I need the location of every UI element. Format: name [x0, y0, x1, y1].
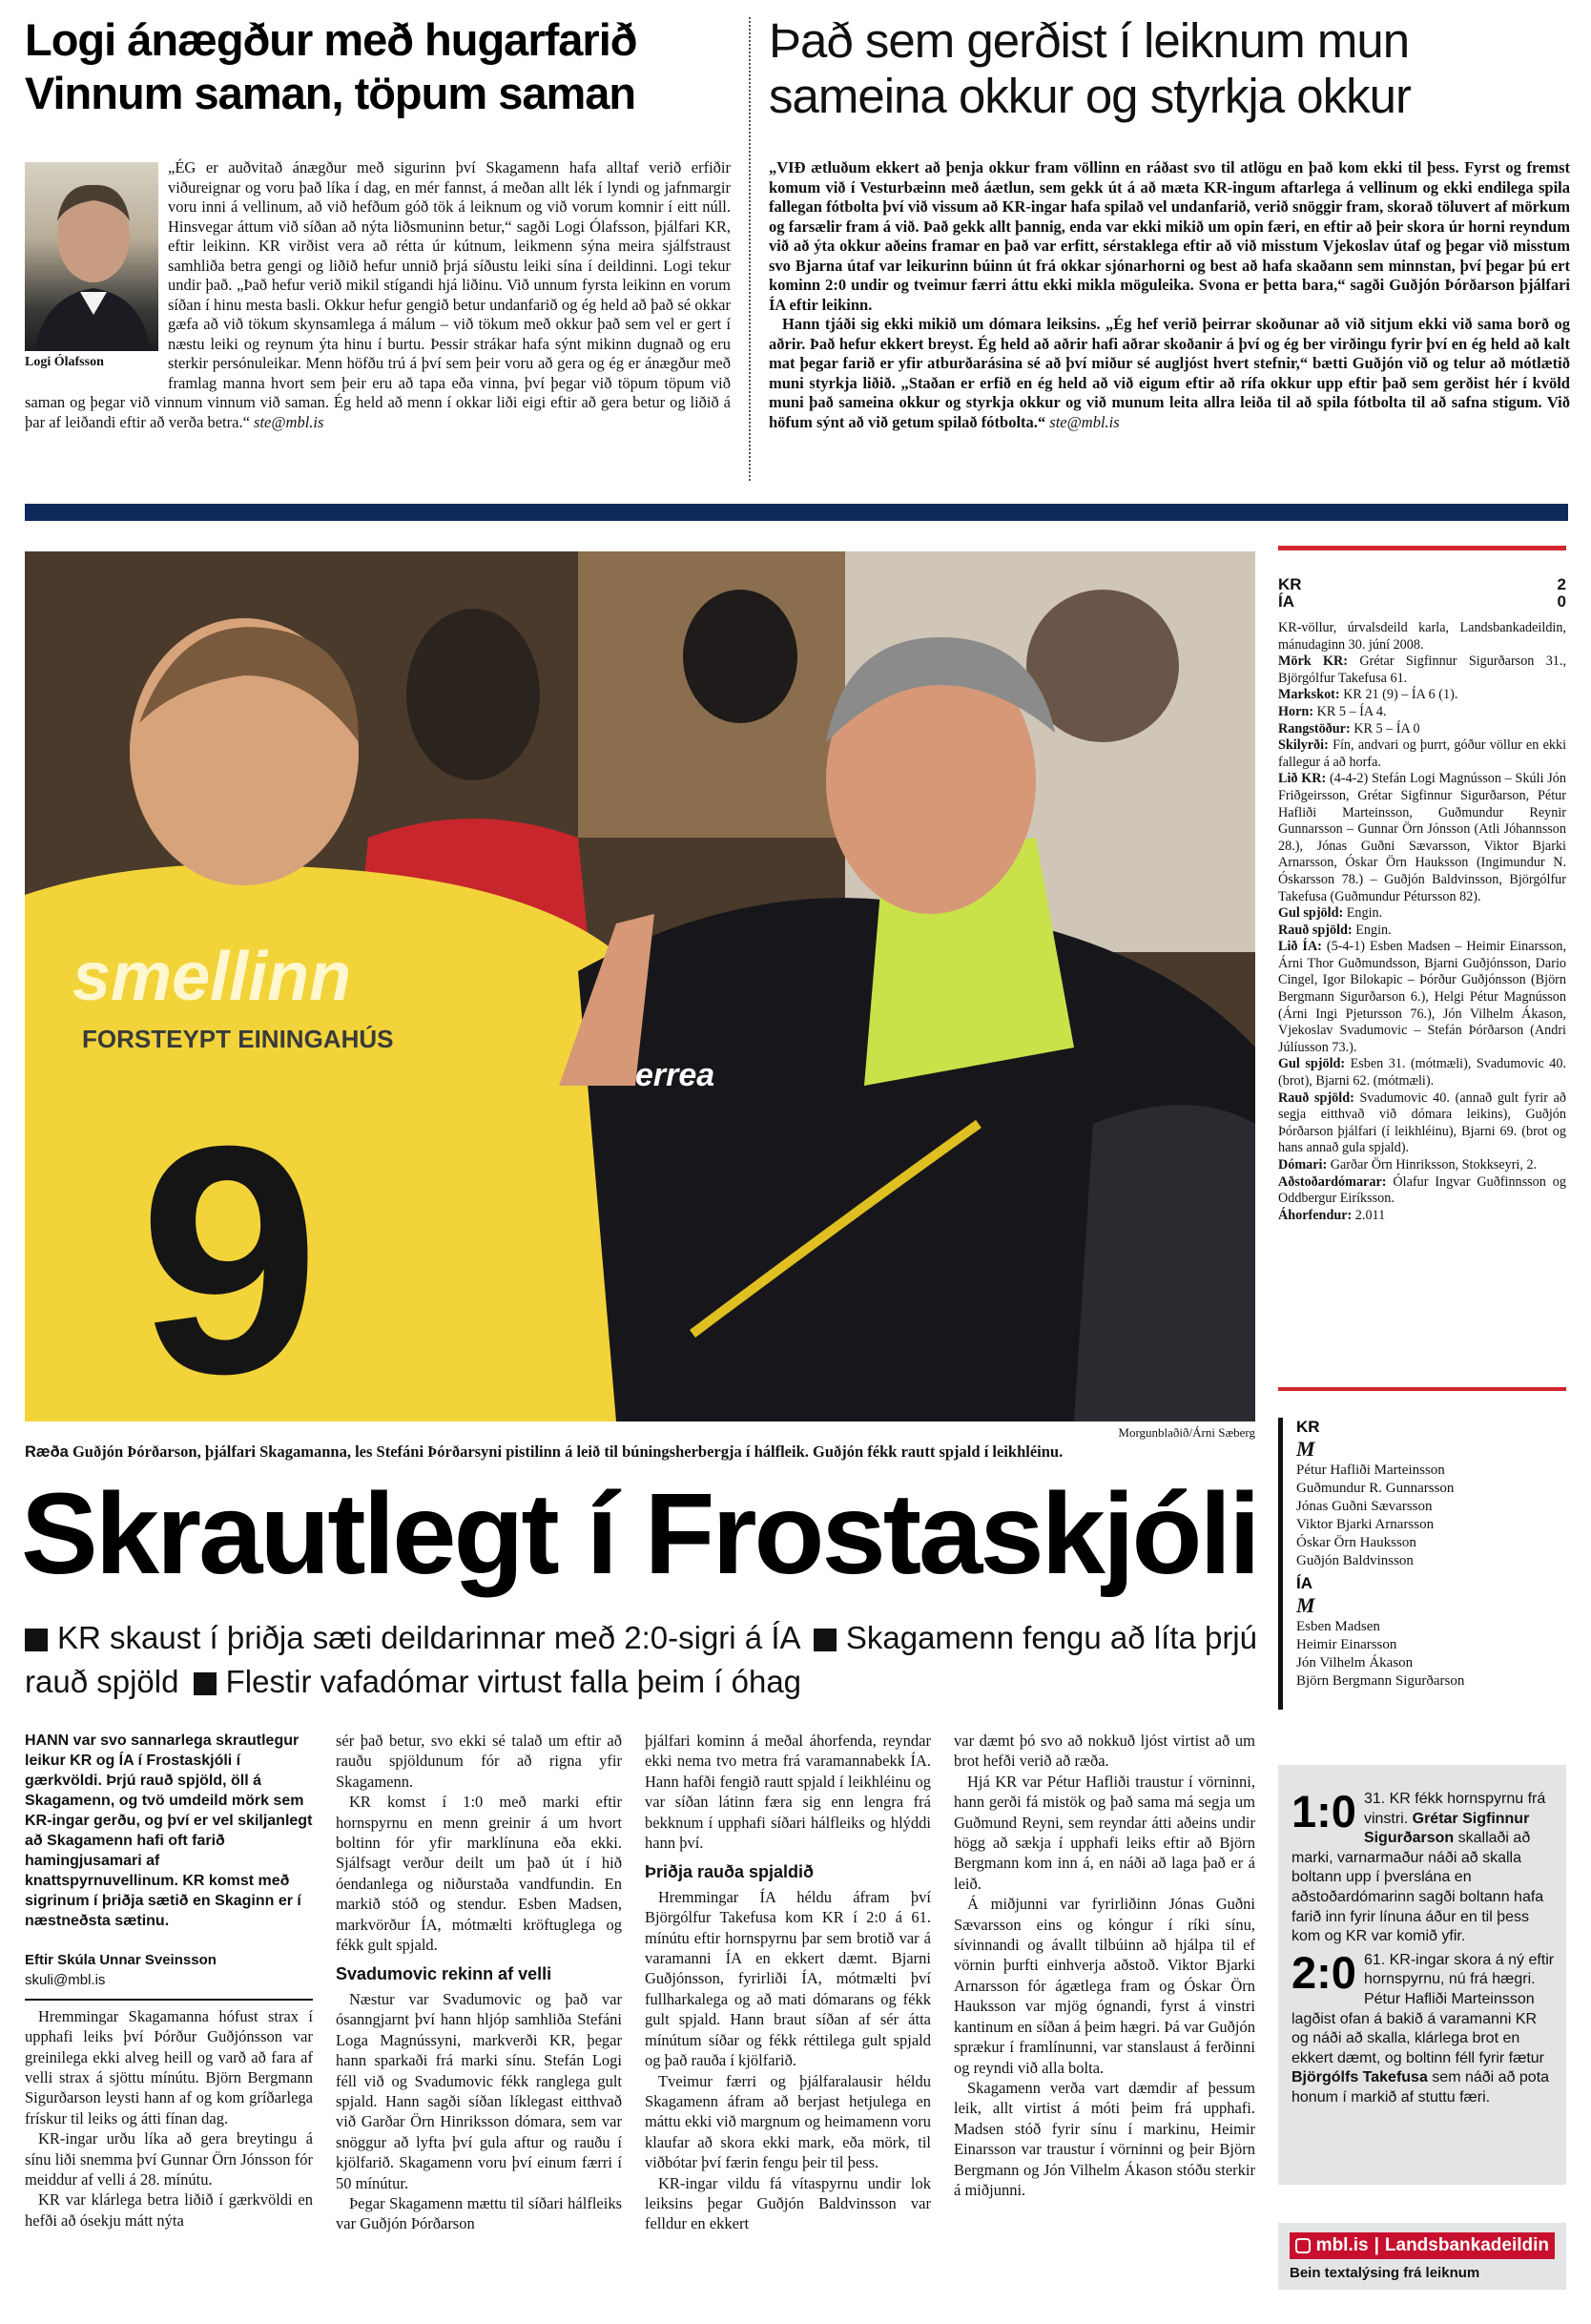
ratings-kr-list [1296, 1462, 1566, 1570]
stats-adst-label: Aðstoðardómarar: [1278, 1173, 1387, 1190]
top-left-headline-line1: Logi ánægður með hugarfarið [25, 14, 637, 65]
rating-player: Björn Bergmann Sigurðarson [1296, 1673, 1465, 1689]
stats-adst: Ólafur Ingvar Guðfinnsson og Oddbergur Eiríksson. [1278, 1173, 1566, 1207]
ratings-mark2: M [1296, 1593, 1315, 1617]
stats-mork-label: Mörk KR: [1278, 654, 1349, 670]
score-team2: ÍA [1278, 592, 1294, 611]
stats-ahorf-label: Áhorfendur: [1278, 1207, 1353, 1223]
stats-top-rule [1278, 546, 1566, 550]
rating-player: Esben Madsen [1296, 1619, 1380, 1634]
mbl-subtitle: Bein textalýsing frá leiknum [1290, 2265, 1480, 2281]
col1-p3: KR var klárlega betra liðið í gærkvöldi en hefði að ósekju mátt nýta [25, 2190, 313, 2230]
stats-mork: Grétar Sigfinnur Sigurðarson 31., Björgólfur Takefusa 61. [1278, 654, 1566, 686]
author-divider [25, 1999, 313, 2001]
top-right-body-p1: „VIÐ ætluðum ekkert að þenja okkur fram völlinn en ráðast svo til atlögu en það kom ekki til þess. Fyrst og fremst komum við í Vesturbæinn með áætlun, sem gekk út á að mæta KR-ingum aftarlega á vellinum og ekki endilega spila fallegan fótbolta því við vissum að KR-ingar hafa spilað vel undanfarið, verið snöggir fram, skorað töluvert af mörkum og farsælir fram á við. Það gekk allt þannig, enda var ekki mikið um opin færi, en eftir að þeir skora úr horni reyndum við að ýta okkur aðeins framar en það var erfitt, sérstaklega eftir að við misstum Vjekoslav útaf og þegar við misstum svo Bjarna útaf var leikurinn búinn út frá okkar sjónarhorni og best að hafa skaðann sem minnstan, því þegar þú ert kominn 2:0 undir og tveimur færri áttu ekki mikla möguleika. Svona er þetta bara,“ sagði Guðjón Þórðarson þjálfari ÍA eftir leikinn. [769, 158, 1570, 314]
goal-1 [1291, 1786, 1557, 1947]
goal-2-text: sem náði að pota honum í markið af stuttu færi. [1291, 2069, 1550, 2106]
stats-gulkr-label: Gul spjöld: [1278, 905, 1344, 922]
stats-gulia-label: Gul spjöld: [1278, 1056, 1346, 1072]
top-right-body-p2: Hann tjáði sig ekki mikið um dómara leiksins. „Ég hef verið þeirrar skoðunar að við sitjum ekki við sama borð og aðrir. Það hefur ekkert breyst. Ég held að aðrir hafi aðrar skoðanir á því og ég ber virðingu fyrir því en ég held að kalt mat þegar farið er yfir atburðarásina sé að því miður sé augljóst hvert stefnir,“ bætti Guðjón við og telur að mótlætið muni styrkja liðið. „Staðan er erfið en ég held að við eigum eftir að rífa okkur upp eftir það sem gerðist hér í kvöld muni það sameina okkur og styrkja okkur og við munum leita allra leiða til að spila fótbolta til að safna stigum. Við höfum sýnt að við getum spilað fótbolta.“ [769, 315, 1570, 431]
stats-lidia-label: Lið ÍA: [1278, 939, 1322, 955]
portrait-caption: Logi Ólafsson [25, 355, 104, 369]
col3-p3: Tveimur færri og þjálfaralausir héldu Skagamenn áfram að berjast hetjulega en máttu ekki við margnum og heimamenn voru klaufar að skora ekki mark, eða mörk, til viðbótar því færin fengu þeir til þess. [645, 2071, 931, 2172]
col4-p3: Á miðjunni var fyrirliðinn Jónas Guðni Sævarsson eins og kóngur í ríki sínu, sívinnandi og ávallt tilbúinn að hjálpa til ef vörnin þurfti einhverja aðstoð. Viktor Bjarki Arnarsson fór ágætlega fram og Óskar Örn Hauksson var mjög ógnandi, fyrst á vinstri kantinum en síðan á þeim hægri. Þá var Guðjón sprækur í framlínunni, var stanslaust á ferðinni og reyndi við alla bolta. [954, 1895, 1255, 2077]
stats-raudkr: Engin. [1355, 922, 1392, 938]
shirt-sponsor: smellinn [72, 939, 352, 1015]
main-subhead-1: KR skaust í þriðja sæti deildarinnar með 2:0-sigri á ÍA [57, 1620, 799, 1655]
article-email: skuli@mbl.is [25, 1972, 106, 1989]
match-photo [25, 551, 1255, 1421]
stats-lidkr: (4-4-2) Stefán Logi Magnússon – Skúli Jón Friðgeirsson, Grétar Sigfinnur Sigurðarson, Pétur Hafliði Marteinsson, Guðmundur Reynir Gunnarsson – Gunnar Örn Jónsson (Atli Jóhannsson 28.), Jónas Guðni Sævarsson, Viktor Bjarki Arnarsson, Óskar Örn Hauksson (Ingimundur N. Óskarsson 78.) – Guðjón Baldvinsson, Björgólfur Takefusa (Guðmundur Pétursson 82). [1278, 771, 1566, 904]
goal-1-name: Grétar Sigfinnur Sigurðarson [1363, 1810, 1530, 1847]
article-col2 [336, 1731, 622, 2234]
rating-player: Viktor Bjarki Arnarsson [1296, 1517, 1435, 1532]
top-left-headline-line2: Vinnum saman, töpum saman [25, 68, 636, 118]
col4-p1: var dæmt þó svo að nokkuð ljóst virtist að um brot hefði verið að ræða. [954, 1732, 1255, 1771]
top-left-headline [25, 13, 731, 120]
article-col3 [645, 1731, 931, 2234]
article-lead: HANN var svo sannarlega skrautlegur leikur KR og ÍA í Frostaskjóli í gærkvöldi. Þrjú rauð spjöld, öll á Skagamenn, og tvö umdeild mörk sem KR-ingar gerðu, og því er vel skiljanlegt að Skagamenn hafi oft farið hamingjusamari af knattspyrnuvellinum. KR komst með sigrinum í þriðja sætið en Skaginn er í næstneðsta sætinu. [25, 1733, 313, 1929]
score-team1: KR [1278, 575, 1302, 593]
shirt-number: 9 [139, 1079, 320, 1421]
photo-credit: Morgunblaðið/Árni Sæberg [1118, 1425, 1255, 1440]
col2-p1: sér það betur, svo ekki sé talað um eftir að rauðu spjöldunum fór að rigna yfir Skagamenn. [336, 1732, 622, 1791]
stats-bottom-rule [1278, 1387, 1566, 1391]
ratings-box [1278, 1418, 1566, 1710]
goal-2-lead: 61. KR-ingar skora á ný eftir hornspyrnu, nú frá hægri. Pétur Hafliði Marteinsson lagðist ofan á bakið á varamanni KR og náði að skalla, klárlega brot en ekkert dæmt, og boltinn féll fyrir fætur [1291, 1951, 1555, 2066]
col3-p4: KR-ingar vildu fá vítaspyrnu undir lok leiksins þegar Guðjón Baldvinsson var felldur en ekkert [645, 2173, 931, 2233]
top-left-body [25, 158, 731, 432]
col2-p2: KR komst í 1:0 með marki eftir hornspyrnu en menn greinir á um hvort boltinn fór yfir marklínuna eða ekki. Sjálfsagt verður deilt um það út í hið óendanlega og niðurstaða vandfundin. En markið stóð og stendur. Esben Madsen, markvörður ÍA, mótmælti kröftuglega og fékk gult spjald. [336, 1793, 622, 1955]
subhead-bullet [194, 1672, 217, 1695]
shirt-sponsor2: FORSTEYPT EININGAHÚS [82, 1025, 394, 1053]
goal-2-name: Björgólfs Takefusa [1291, 2069, 1428, 2086]
stats-ahorf: 2.011 [1354, 1207, 1386, 1223]
stats-raudia-label: Rauð spjöld: [1278, 1089, 1354, 1106]
top-right-body [769, 158, 1570, 432]
photo-caption [25, 1442, 1265, 1462]
top-left-body-text: „ÉG er auðvitað ánægður með sigurinn því Skagamenn hafa alltaf verið erfiðir viðureignar og voru það líka í dag, en mér fannst, á meðan allt lék í lyndi og jafnmargir voru inni á vellinum, að við hefðum góð tök á leiknum og við vorum komnir í eitt núll. Hinsvegar áttum við síðan að nýta liðsmuninn betur,“ sagði Logi Ólafsson, þjálfari KR, eftir leikinn. KR virðist vera að rétta úr kútnum, leikmenn sýna meira sjálfstraust samhliða betra gengi og liðið hefur unnið þrjá síðustu leiki sína í deildinni. Logi tekur undir það. „Það hefur verið mikil stígandi hjá liðinu. Við unnum fyrsta leikinn en vorum síðan í hinu mesta basli. Okkur hefur gengið betur undanfarið og ég held að það sé okkar gæfa að við tökum skynsamlega á málum – við tökum með okkur það sem vel er gert í næstu leiki og reynum ýta hinu í burtu. Þessir strákar hafa sýnt mikinn dugnað og eru sterkir persónuleikar. Menn höfðu trú á því sem þeir voru að gera og ég er ánægður með framlag manna hvort sem þeir eru að tapa eða vinna, því þegar við töpum töpum við saman og þegar við vinnum vinnum við saman. Ég held að menn í okkar liði eigi eftir að gera betur og liðið á þar af leiðandi eftir að verða betra.“ [25, 158, 731, 431]
rating-player: Pétur Hafliði Marteinsson [1296, 1463, 1445, 1478]
mbl-logo: mbl.is [1315, 2235, 1369, 2255]
col3-subhead: Þriðja rauða spjaldið [645, 1862, 815, 1882]
jacket-brand: errea [635, 1057, 715, 1093]
stats-box [1278, 576, 1566, 1224]
stats-raudkr-label: Rauð spjöld: [1278, 922, 1353, 938]
main-subhead-2: Skagamenn fengu að líta þrjú rauð spjöld [25, 1620, 1257, 1699]
mbl-title: Landsbankadeildin [1384, 2235, 1549, 2255]
stats-domari-label: Dómari: [1278, 1157, 1328, 1172]
main-subhead-3: Flestir vafadómar virtust falla þeim í óhag [225, 1664, 802, 1699]
rating-player: Jón Vilhelm Ákason [1296, 1655, 1414, 1670]
photo-caption-text: Guðjón Þórðarson, þjálfari Skagamanna, les Stefáni Þórðarsyni pistilinn á leið til búningsherbergja í hálfleik. Guðjón fékk rautt spjald í leikhléinu. [72, 1442, 1064, 1461]
ratings-team2: ÍA [1296, 1574, 1312, 1592]
ratings-mark1: M [1296, 1437, 1315, 1461]
stats-rang-label: Rangstöður: [1278, 720, 1351, 737]
stats-gulia: Esben 31. (mótmæli), Svadumovic 40. (brot), Bjarni 62. (mótmæli). [1278, 1056, 1566, 1089]
mbl-live-banner [1290, 2232, 1555, 2259]
ratings-team1: KR [1296, 1418, 1320, 1436]
stats-lidia: (5-4-1) Esben Madsen – Heimir Einarsson, Árni Thor Guðmundsson, Bjarni Guðjónsson, Dario Cingel, Igor Bilokapic – Þórður Guðjónsson (Björn Bergmann Sigurðarson 6.), Helgi Pétur Magnússon (Árni Ingi Pjetursson 76.), Jón Vilhelm Ákason, Vjekoslav Svadumovic – Stefán Þórðarson (Andri Júlíusson 73.). [1278, 939, 1566, 1055]
ratings-ia-list [1296, 1618, 1566, 1691]
top-right-headline-line2: sameina okkur og styrkja okkur [769, 69, 1411, 123]
col1-p2: KR-ingar urðu líka að gera breytingu á sínu liði snemma því Gunnar Örn Jónsson fór meiddur af velli á 28. mínútu. [25, 2129, 313, 2189]
stats-lidkr-label: Lið KR: [1278, 771, 1327, 787]
section-rule [25, 504, 1568, 521]
rating-player: Guðjón Baldvinsson [1296, 1553, 1414, 1568]
top-divider [749, 17, 751, 481]
stats-markskot: KR 21 (9) – ÍA 6 (1). [1343, 687, 1458, 703]
stats-venue: KR-völlur, úrvalsdeild karla, Landsbankadeildin, mánudaginn 30. júní 2008. [1278, 620, 1566, 653]
score-value2: 0 [1557, 592, 1566, 611]
top-right-byline: ste@mbl.is [1049, 412, 1120, 431]
mbl-icon [1295, 2238, 1311, 2253]
goal-1-lead: 31. KR fékk hornspyrnu frá vinstri. [1363, 1791, 1546, 1827]
col3-p2: Hremmingar ÍA héldu áfram því Björgólfur Takefusa kom KR í 2:0 á 61. mínútu eftir hornspyrnu þar sem brotið var á varamanni ÍA en ekkert dæmt. Bjarni Guðjónsson, fyrirliði ÍA, mótmælti því fullharkalega og að mati dómarans og fékk gult spjald. Hann braut síðan af sér átta mínútum síðar og fékk réttilega gult spjald og það rauða í kjölfarið. [645, 1887, 931, 2070]
main-headline: Skrautlegt í Frostaskjóli [21, 1468, 1258, 1598]
top-right-headline-line1: Það sem gerðist í leiknum mun [769, 13, 1410, 68]
goals-box [1278, 1765, 1566, 2185]
photo-caption-lead: Ræða [25, 1443, 69, 1461]
col2-p4: Þegar Skagamenn mættu til síðari hálfleiks var Guðjón Þórðarson [336, 2193, 622, 2233]
main-subhead [25, 1616, 1265, 1704]
score-value1: 2 [1557, 575, 1566, 593]
stats-skilyrdi-label: Skilyrði: [1278, 737, 1329, 754]
article-author: Eftir Skúla Unnar Sveinsson [25, 1952, 217, 1968]
col4-p4: Skagamenn verða vart dæmdir af þessum leik, allt virtist á móti þeim frá upphafi. Madsen stóð fyrir sínu í markinu, Heimir Einarsson var traustur í vörninni og þeir Björn Bergmann og Jón Vilhelm Ákason stóðu sterkir á miðjunni. [954, 2078, 1255, 2199]
goal-1-text: skallaði að marki, varnarmaður náði að skalla boltann upp í þverslána en aðstoðardómarinn sagði boltann hafa farið inn fyrir línuna áður en til þess kom og KR var komið yfir. [1291, 1830, 1544, 1945]
col3-p1: þjálfari kominn á meðal áhorfenda, reyndar ekki nema tvo metra frá varamannabekk ÍA. Hann hafði fengið rautt spjald í leikhléinu og var síðan látinn færa sig enn lengra frá bekknum í upphafi síðari hálfleiks og hlýddi hann því. [645, 1732, 931, 1853]
article-col4 [954, 1731, 1255, 2200]
goal-1-score: 1:0 [1291, 1786, 1356, 1836]
goal-2 [1291, 1946, 1557, 2108]
rating-player: Jónas Guðni Sævarsson [1296, 1499, 1433, 1514]
stats-markskot-label: Markskot: [1278, 687, 1340, 703]
goal-2-score: 2:0 [1291, 1946, 1356, 1998]
top-left-byline: ste@mbl.is [254, 412, 324, 431]
col2-subhead: Svadumovic rekinn af velli [336, 1964, 552, 1984]
rating-player: Óskar Örn Hauksson [1296, 1535, 1416, 1550]
subhead-bullet [814, 1629, 837, 1651]
match-photo-scene [25, 551, 1255, 1421]
top-right-headline [769, 13, 1570, 124]
rating-player: Guðmundur R. Gunnarsson [1296, 1481, 1455, 1496]
stats-horn-label: Horn: [1278, 703, 1314, 719]
mbl-separator: | [1374, 2235, 1379, 2255]
stats-domari: Garðar Örn Hinriksson, Stokkseyri, 2. [1330, 1157, 1538, 1172]
article-col1 [25, 1731, 313, 2231]
col4-p2: Hjá KR var Pétur Hafliði traustur í vörninni, hann gerði fá mistök og það sama má segja um Guðmund Reyni, sem reyndar átti aðeins undir högg að sækja í upphafi leiks eftir að Björn Bergmann kom inn á, en náði að laga það er á leið. [954, 1772, 1255, 1893]
stats-skilyrdi: Fín, andvari og þurrt, góður völlur en ekki fallegur á að horfa. [1278, 737, 1567, 770]
stats-horn: KR 5 – ÍA 4. [1316, 703, 1387, 719]
col1-p1: Hremmingar Skagamanna hófust strax í upphafi leiks því Þórður Guðjónsson var greinilega ekki alveg heill og varð að fara af velli strax á sjöttu mínútu. Björn Bergmann Sigurðarson leysti hann af og kom gríðarlega frískur til leiks og átti fínan dag. [25, 2006, 313, 2127]
subhead-bullet [25, 1629, 48, 1651]
stats-raudia: Svadumovic 40. (annað gult fyrir að segja eitthvað við dómara leikins), Guðjón Þórðarson þjálfari (í leikhléinu), Bjarni 69. (brot og hans annað gula spjald). [1278, 1089, 1567, 1156]
score-line-1 [1278, 576, 1566, 593]
col2-p3: Næstur var Svadumovic og það var ósanngjarnt því hann hljóp samhliða Stefáni Loga Magnússyni, markverði KR, þegar hann sparkaði frá marki sínu. Stefán Logi féll við og Svadumovic fékk ranglega gult spjald. Hann sagði síðan líklegast eitthvað við Garðar Örn Hinriksson dómara, sem var snöggur að lyfta því gula aftur og rauðu í kjölfarið. Skagamenn voru því einum færri í 50 mínútur. [336, 1989, 622, 2192]
mbl-live-box[interactable] [1278, 2223, 1566, 2290]
stats-gulkr: Engin. [1346, 905, 1383, 922]
stats-rang: KR 5 – ÍA 0 [1353, 720, 1420, 737]
score-line-2 [1278, 593, 1566, 611]
rating-player: Heimir Einarsson [1296, 1637, 1397, 1652]
